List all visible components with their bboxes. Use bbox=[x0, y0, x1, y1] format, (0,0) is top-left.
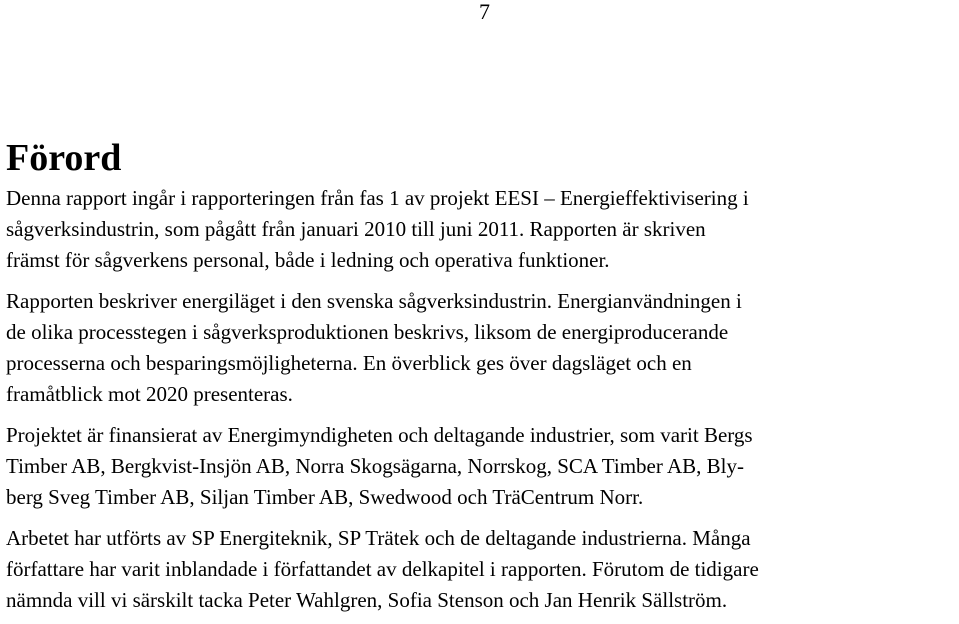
text-line: Timber AB, Bergkvist-Insjön AB, Norra Skogsägarna, Norrskog, SCA Timber AB, Bly- bbox=[6, 454, 744, 478]
text-line: framåtblick mot 2020 presenteras. bbox=[6, 382, 293, 406]
text-line: författare har varit inblandade i författandet av delkapitel i rapporten. Förutom de tidigare bbox=[6, 557, 759, 581]
paragraph-acknowledgements bbox=[6, 523, 956, 616]
page-number: 7 bbox=[479, 0, 490, 24]
paragraph-intro bbox=[6, 183, 956, 276]
text-line: Arbetet har utförts av SP Energiteknik, SP Trätek och de deltagande industrierna. Många bbox=[6, 526, 751, 550]
text-line: Rapporten beskriver energiläget i den svenska sågverksindustrin. Energianvändningen i bbox=[6, 289, 742, 313]
paragraph-scope bbox=[6, 286, 956, 410]
text-line: sågverksindustrin, som pågått från januari 2010 till juni 2011. Rapporten är skriven bbox=[6, 217, 706, 241]
text-line: Projektet är finansierat av Energimyndigheten och deltagande industrier, som varit Bergs bbox=[6, 423, 753, 447]
text-line: Denna rapport ingår i rapporteringen från fas 1 av projekt EESI – Energieffektivisering i bbox=[6, 186, 749, 210]
document-body bbox=[6, 183, 956, 616]
text-line: de olika processtegen i sågverksproduktionen beskrivs, liksom de energiproducerande bbox=[6, 320, 729, 344]
text-line: främst för sågverkens personal, både i ledning och operativa funktioner. bbox=[6, 248, 610, 272]
text-line: nämnda vill vi särskilt tacka Peter Wahlgren, Sofia Stenson och Jan Henrik Sällström. bbox=[6, 588, 728, 612]
text-line: processerna och besparingsmöjligheterna. En överblick ges över dagsläget och en bbox=[6, 351, 692, 375]
text-line: berg Sveg Timber AB, Siljan Timber AB, Swedwood och TräCentrum Norr. bbox=[6, 485, 644, 509]
page-title: Förord bbox=[6, 137, 122, 179]
paragraph-funding bbox=[6, 420, 956, 513]
